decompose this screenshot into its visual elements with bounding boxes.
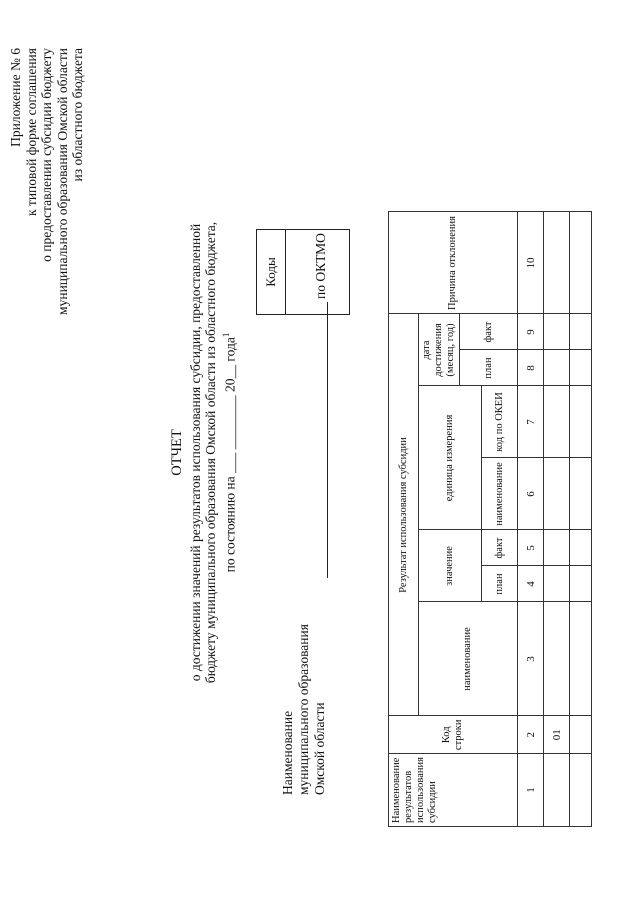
table-cell[interactable] (570, 754, 592, 827)
table-cell[interactable] (544, 458, 570, 530)
column-number: 1 (518, 754, 544, 827)
table-cell[interactable] (544, 530, 570, 566)
header-result-group: Результат использования субсидии (389, 314, 419, 716)
table-cell[interactable] (570, 386, 592, 458)
organization-label (280, 624, 328, 795)
header-deviation: Причина отклонения (389, 212, 518, 314)
report-date-line: по состоянию на ___ ________ 20__ года (222, 337, 237, 573)
report-subtitle-line: о достижении значений результатов использования субсидии, предоставленной (187, 223, 203, 682)
footnote-mark: 1 (220, 332, 231, 338)
header-date-fact: факт (460, 314, 518, 350)
header-date-group: дата достижения (месяц, год) (419, 314, 460, 386)
table-cell[interactable] (570, 530, 592, 566)
column-number: 5 (518, 530, 544, 566)
header-row-code: Код строки (389, 716, 518, 754)
table-cell[interactable] (570, 602, 592, 716)
table-cell[interactable] (570, 458, 592, 530)
column-number: 6 (518, 458, 544, 530)
table-cell[interactable] (544, 566, 570, 602)
header-result-name: наименование (419, 602, 518, 716)
table-cell[interactable] (570, 566, 592, 602)
table-cell[interactable] (544, 386, 570, 458)
table-row (570, 212, 592, 827)
column-number: 10 (518, 212, 544, 314)
codes-label: Коды (257, 230, 286, 314)
header-date-plan: план (460, 350, 518, 386)
organization-name-field[interactable] (327, 302, 328, 578)
header-value-fact: факт (482, 530, 518, 566)
appendix-header (8, 48, 86, 315)
header-result-names: Наименование результатов использования субсидии (389, 754, 518, 827)
appendix-line: муниципального образования Омской области (54, 48, 70, 315)
table-cell[interactable] (570, 716, 592, 754)
codes-box (256, 229, 350, 315)
column-number: 3 (518, 602, 544, 716)
column-number: 2 (518, 716, 544, 754)
report-title-block (170, 0, 238, 905)
table-cell[interactable] (544, 602, 570, 716)
header-unit-okei: код по ОКЕИ (482, 386, 518, 458)
table-cell[interactable] (544, 314, 570, 350)
header-value-plan: план (482, 566, 518, 602)
table-cell[interactable] (544, 350, 570, 386)
column-number: 4 (518, 566, 544, 602)
organization-label-line: муниципального образования (296, 624, 311, 795)
oktmo-label: по ОКТМО (313, 233, 328, 299)
report-table (388, 211, 592, 827)
header-value-group: значение (419, 530, 482, 602)
appendix-line: из областного бюджета (70, 48, 85, 182)
column-number: 9 (518, 314, 544, 350)
table-cell[interactable] (544, 212, 570, 314)
table-cell[interactable] (570, 350, 592, 386)
report-subtitle-line (219, 0, 238, 905)
report-subtitle-line: бюджету муниципального образования Омской области из областного бюджета, (203, 221, 218, 684)
appendix-line: о предоставлении субсидии бюджету (39, 48, 54, 262)
column-number: 8 (518, 350, 544, 386)
row-code-cell: 01 (544, 716, 570, 754)
report-title: ОТЧЕТ (169, 429, 185, 476)
table-cell[interactable] (570, 212, 592, 314)
header-unit-name: наименование (482, 458, 518, 530)
appendix-line: к типовой форме соглашения (23, 48, 39, 216)
column-number: 7 (518, 386, 544, 458)
organization-label-line: Омской области (312, 702, 327, 795)
organization-label-line: Наименование (280, 710, 295, 795)
header-unit-group: единица измерения (419, 386, 482, 530)
table-row (544, 212, 570, 827)
table-cell[interactable] (544, 754, 570, 827)
appendix-line: Приложение № 6 (8, 48, 23, 147)
table-cell[interactable] (570, 314, 592, 350)
